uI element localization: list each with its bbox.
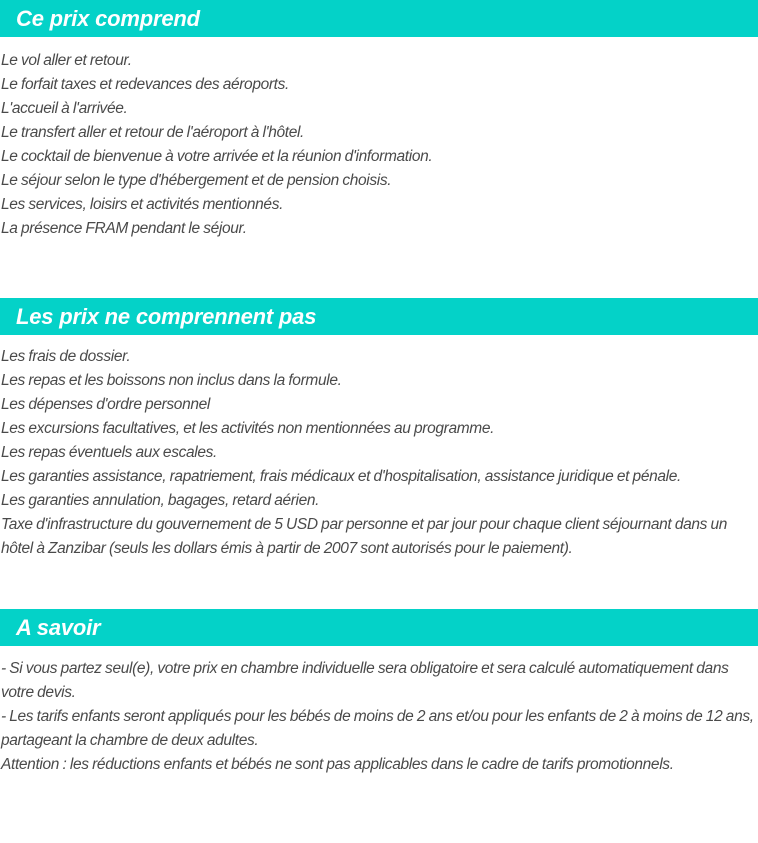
list-item: Les garanties assistance, rapatriement, frais médicaux et d'hospitalisation, assistance juridique et pénale.: [1, 468, 681, 485]
list-item: Les excursions facultatives, et les activités non mentionnées au programme.: [1, 420, 495, 437]
list-item: Les garanties annulation, bagages, retard aérien.: [1, 492, 320, 509]
list-item: Les repas éventuels aux escales.: [1, 444, 217, 461]
section-body-les-prix-ne-comprennent-pas: [0, 345, 758, 561]
list-item: Le cocktail de bienvenue à votre arrivée et la réunion d'information.: [1, 148, 433, 165]
section-spacer: [0, 561, 758, 609]
list-item: Taxe d'infrastructure du gouvernement de 5 USD par personne et par jour pour chaque client séjournant dans un hôtel à Zanzibar (seuls les dollars émis à partir de 2007 sont autorisés pour le paiement).: [1, 516, 728, 557]
section-body-a-savoir: [0, 657, 758, 777]
list-item: Le séjour selon le type d'hébergement et de pension choisis.: [1, 172, 392, 189]
list-item: Les services, loisirs et activités mentionnés.: [1, 196, 284, 213]
list-item: - Les tarifs enfants seront appliqués pour les bébés de moins de 2 ans et/ou pour les enfants de 2 à moins de 12 ans, partageant la chambre de deux adultes.: [1, 708, 754, 749]
spacer: [0, 646, 758, 657]
section-spacer: [0, 241, 758, 298]
list-item: Le transfert aller et retour de l'aéroport à l'hôtel.: [1, 124, 305, 141]
section-header-les-prix-ne-comprennent-pas: Les prix ne comprennent pas: [0, 298, 758, 335]
list-item: L'accueil à l'arrivée.: [1, 100, 128, 117]
section-a-savoir: [0, 609, 758, 777]
section-les-prix-ne-comprennent-pas: [0, 298, 758, 561]
section-header-a-savoir: A savoir: [0, 609, 758, 646]
section-ce-prix-comprend: [0, 0, 758, 241]
section-body-ce-prix-comprend: [0, 49, 758, 241]
list-item: Les repas et les boissons non inclus dans la formule.: [1, 372, 342, 389]
list-item: La présence FRAM pendant le séjour.: [1, 220, 247, 237]
spacer: [0, 335, 758, 345]
list-item: Le forfait taxes et redevances des aéroports.: [1, 76, 289, 93]
spacer: [0, 37, 758, 49]
list-item: - Si vous partez seul(e), votre prix en chambre individuelle sera obligatoire et sera calculé automatiquement dans votre devis.: [1, 660, 729, 701]
list-item: Le vol aller et retour.: [1, 52, 132, 69]
list-item: Les frais de dossier.: [1, 348, 131, 365]
list-item: Attention : les réductions enfants et bébés ne sont pas applicables dans le cadre de tarifs promotionnels.: [1, 756, 674, 773]
list-item: Les dépenses d'ordre personnel: [1, 396, 210, 413]
bottom-spacer: [0, 777, 758, 825]
section-header-ce-prix-comprend: Ce prix comprend: [0, 0, 758, 37]
